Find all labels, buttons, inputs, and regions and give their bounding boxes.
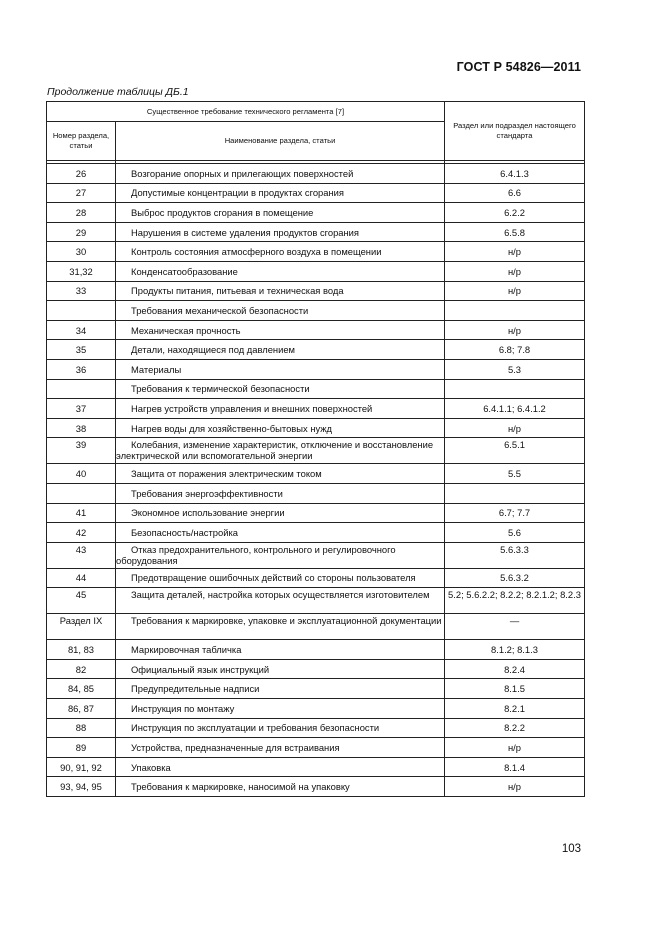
row-name: Экономное использование энергии (116, 503, 445, 523)
name-column-header: Наименование раздела, статьи (116, 122, 445, 161)
row-name: Предотвращение ошибочных действий со стороны пользователя (116, 568, 445, 588)
table-row (47, 503, 585, 523)
table-row (47, 659, 585, 679)
row-number: 45 (47, 588, 116, 614)
row-number: 35 (47, 340, 116, 360)
row-number: 33 (47, 281, 116, 301)
table-row (47, 614, 585, 640)
table-row (47, 588, 585, 614)
row-name: Требования к маркировке, упаковке и эксплуатационной документации (116, 614, 445, 640)
row-section: н/р (445, 738, 585, 758)
row-number: 40 (47, 464, 116, 484)
row-number: 89 (47, 738, 116, 758)
row-number: 31,32 (47, 261, 116, 281)
row-section: 5.5 (445, 464, 585, 484)
row-name: Материалы (116, 359, 445, 379)
row-number: 34 (47, 320, 116, 340)
row-name: Официальный язык инструкций (116, 659, 445, 679)
row-number: 81, 83 (47, 640, 116, 660)
row-number (47, 301, 116, 321)
row-section: 8.2.4 (445, 659, 585, 679)
row-section: 6.5.8 (445, 222, 585, 242)
table-row (47, 640, 585, 660)
row-name: Защита от поражения электрическим током (116, 464, 445, 484)
table-row (47, 183, 585, 203)
row-section: 6.7; 7.7 (445, 503, 585, 523)
requirements-table (46, 101, 585, 797)
row-name: Защита деталей, настройка которых осуществляется изготовителем (116, 588, 445, 614)
row-name: Допустимые концентрации в продуктах сгорания (116, 183, 445, 203)
table-row (47, 399, 585, 419)
row-section: 5.2; 5.6.2.2; 8.2.2; 8.2.1.2; 8.2.3 (445, 588, 585, 614)
table-row (47, 542, 585, 568)
table-row (47, 222, 585, 242)
number-column-header: Номер раздела, статьи (47, 122, 116, 161)
table-row (47, 418, 585, 438)
table-row (47, 359, 585, 379)
table-row (47, 203, 585, 223)
row-number: 93, 94, 95 (47, 777, 116, 797)
table-row (47, 757, 585, 777)
row-number: Раздел IX (47, 614, 116, 640)
row-name: Выброс продуктов сгорания в помещение (116, 203, 445, 223)
row-number: 26 (47, 164, 116, 184)
row-section: 8.1.5 (445, 679, 585, 699)
page-number: 103 (561, 843, 581, 855)
row-section: 6.6 (445, 183, 585, 203)
table-row (47, 777, 585, 797)
row-section: 6.2.2 (445, 203, 585, 223)
row-name: Инструкция по эксплуатации и требования безопасности (116, 718, 445, 738)
document-code: ГОСТ Р 54826—2011 (456, 60, 581, 74)
row-number: 30 (47, 242, 116, 262)
row-name: Возгорание опорных и прилегающих поверхностей (116, 164, 445, 184)
row-section: 5.6.3.3 (445, 542, 585, 568)
table-row (47, 340, 585, 360)
row-name: Нагрев устройств управления и внешних поверхностей (116, 399, 445, 419)
table-row (47, 438, 585, 464)
row-number: 29 (47, 222, 116, 242)
row-number: 43 (47, 542, 116, 568)
row-section: 6.4.1.3 (445, 164, 585, 184)
row-name: Механическая прочность (116, 320, 445, 340)
row-name: Колебания, изменение характеристик, отключение и восстановление электрической или вспомогательной энергии (116, 438, 445, 464)
table-row (47, 523, 585, 543)
row-section: н/р (445, 418, 585, 438)
row-section: 8.2.2 (445, 718, 585, 738)
row-number (47, 483, 116, 503)
row-name: Требования механической безопасности (116, 301, 445, 321)
row-name: Предупредительные надписи (116, 679, 445, 699)
row-number: 39 (47, 438, 116, 464)
row-section: н/р (445, 777, 585, 797)
row-section: н/р (445, 320, 585, 340)
section-column-header: Раздел или подраздел настоящего стандарта (445, 102, 585, 161)
row-section: н/р (445, 281, 585, 301)
row-name: Безопасность/настройка (116, 523, 445, 543)
row-number (47, 379, 116, 399)
table-row (47, 301, 585, 321)
row-section: 6.5.1 (445, 438, 585, 464)
table-row (47, 699, 585, 719)
table-row (47, 242, 585, 262)
row-name: Инструкция по монтажу (116, 699, 445, 719)
row-number: 86, 87 (47, 699, 116, 719)
row-number: 42 (47, 523, 116, 543)
table-row (47, 261, 585, 281)
table-row (47, 568, 585, 588)
table-row (47, 679, 585, 699)
group-header: Существенное требование технического регламента [7] (47, 102, 445, 122)
row-section: 8.1.4 (445, 757, 585, 777)
table-row (47, 718, 585, 738)
table-row (47, 164, 585, 184)
row-number: 90, 91, 92 (47, 757, 116, 777)
row-name: Требования энергоэффективности (116, 483, 445, 503)
row-section: — (445, 614, 585, 640)
row-name: Упаковка (116, 757, 445, 777)
row-section: н/р (445, 261, 585, 281)
row-name: Продукты питания, питьевая и техническая вода (116, 281, 445, 301)
row-number: 36 (47, 359, 116, 379)
row-number: 41 (47, 503, 116, 523)
table-caption: Продолжение таблицы ДБ.1 (47, 86, 189, 98)
table-row (47, 464, 585, 484)
row-section: 6.8; 7.8 (445, 340, 585, 360)
row-name: Устройства, предназначенные для встраивания (116, 738, 445, 758)
row-name: Нагрев воды для хозяйственно-бытовых нужд (116, 418, 445, 438)
row-section: 5.6 (445, 523, 585, 543)
row-number: 38 (47, 418, 116, 438)
table-row (47, 738, 585, 758)
row-name: Требования к маркировке, наносимой на упаковку (116, 777, 445, 797)
row-section (445, 379, 585, 399)
row-section: 8.1.2; 8.1.3 (445, 640, 585, 660)
row-number: 28 (47, 203, 116, 223)
row-section: 8.2.1 (445, 699, 585, 719)
row-section (445, 483, 585, 503)
row-section: 5.3 (445, 359, 585, 379)
row-number: 88 (47, 718, 116, 738)
table-row (47, 281, 585, 301)
row-name: Конденсатообразование (116, 261, 445, 281)
table-row (47, 379, 585, 399)
row-number: 37 (47, 399, 116, 419)
row-number: 27 (47, 183, 116, 203)
table-body (47, 164, 585, 797)
row-section: 6.4.1.1; 6.4.1.2 (445, 399, 585, 419)
row-name: Нарушения в системе удаления продуктов сгорания (116, 222, 445, 242)
row-name: Детали, находящиеся под давлением (116, 340, 445, 360)
table-row (47, 320, 585, 340)
row-number: 44 (47, 568, 116, 588)
row-section: н/р (445, 242, 585, 262)
row-number: 84, 85 (47, 679, 116, 699)
row-name: Отказ предохранительного, контрольного и регулировочного оборудования (116, 542, 445, 568)
row-section: 5.6.3.2 (445, 568, 585, 588)
row-number: 82 (47, 659, 116, 679)
row-name: Требования к термической безопасности (116, 379, 445, 399)
row-name: Маркировочная табличка (116, 640, 445, 660)
row-name: Контроль состояния атмосферного воздуха в помещении (116, 242, 445, 262)
row-section (445, 301, 585, 321)
table-row (47, 483, 585, 503)
